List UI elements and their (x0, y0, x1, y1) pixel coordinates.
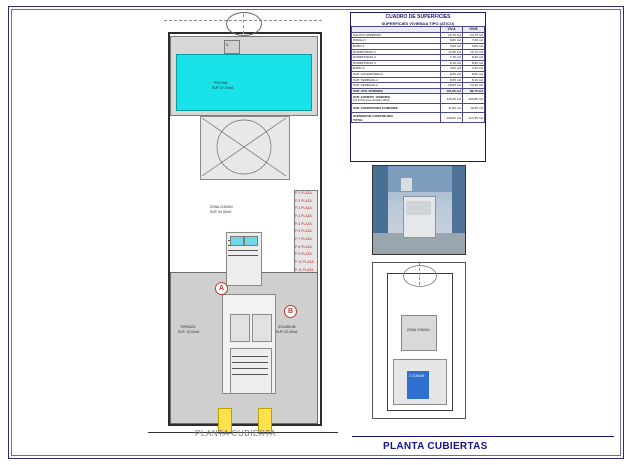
plaza-item: P-8 PLAZA (295, 244, 312, 249)
left-plan-title: PLANTA CUBIERTA (195, 429, 277, 438)
constr-total-label-2: TOTAL (353, 117, 364, 122)
plaza-item: P-3 PLAZA (295, 206, 312, 211)
total-util-label: SUP. UTIL VIVIENDA (352, 88, 441, 94)
row-a: 3,90 m2 (441, 44, 463, 50)
row-b: 8,10 m2 (463, 77, 485, 83)
row-a: 9,10 m2 (441, 60, 463, 66)
row-b: 24,70 m2 (463, 32, 485, 38)
plaza-item: P-11 PLAZA (295, 267, 314, 272)
constr-vivienda-label-1: SUP. CONSTR. VIVIENDA (353, 94, 391, 99)
row-b: 10,70 m2 (463, 49, 485, 55)
right-roof-plan (372, 262, 466, 419)
stair-tread (232, 356, 268, 357)
solarium-area-label: SUP. 22,06m2 (276, 330, 298, 334)
section-marker-b[interactable]: B (284, 305, 297, 318)
constr-total-b: 113,35 m2 (463, 113, 485, 123)
row-b: 4,40 m2 (463, 66, 485, 72)
section-marker-a[interactable]: A (215, 282, 228, 295)
bathroom (230, 314, 250, 342)
lift-shaft (244, 236, 258, 246)
stair-tread (228, 255, 258, 256)
title-separator (352, 436, 614, 437)
right-plan-core (401, 315, 437, 351)
solarium-label: SOLARIUM (278, 325, 296, 329)
table-constr-total-row (352, 113, 485, 123)
row-b: 8,00 m2 (463, 72, 485, 78)
surface-table-panel (350, 12, 486, 162)
constr-total-label (352, 113, 441, 123)
rooftop-photo (372, 165, 466, 255)
right-zona-comun-label: ZONA COMUN (407, 328, 430, 332)
th-viv-a: VIV.A (441, 27, 463, 33)
row-label: SUP. TERRAZA-2 (352, 83, 441, 89)
row-label: SUP. TERRAZA-1 (352, 77, 441, 83)
row-a: 13,35 m2 (441, 49, 463, 55)
plaza-item: P-6 PLAZA (295, 229, 312, 234)
stair-tread (232, 362, 268, 363)
photo-equipment-panel (406, 201, 431, 215)
row-a: 24,70 m2 (441, 32, 463, 38)
constr-vivienda-a: 116,25 m2 (441, 94, 463, 104)
pool (176, 54, 312, 111)
lift-shaft (230, 236, 244, 246)
total-util-b: 86,70 m2 (463, 88, 485, 94)
surface-table (351, 26, 485, 123)
row-label: SALON-COMEDOR (352, 32, 441, 38)
pool-label: PISCINA (214, 81, 228, 85)
row-b: 8,20 m2 (463, 55, 485, 61)
stair-tread (232, 374, 268, 375)
terraza-label: TERRAZA (180, 325, 196, 329)
table-constr-vivienda-row (352, 94, 485, 104)
plaza-item: P-9 PLAZA (295, 252, 312, 257)
zona-comun-label: ZONA COMUN (210, 205, 233, 209)
row-b: 8,95 m2 (463, 60, 485, 66)
total-util-a: 101,90 m2 (441, 88, 463, 94)
constr-comunes-b: 10,35 m2 (463, 104, 485, 113)
plaza-item: P-7 PLAZA (295, 237, 312, 242)
terraza-area-label: SUP. 19,04m2 (178, 330, 200, 334)
row-b: 13,40 m2 (463, 83, 485, 89)
row-label: DORMITORIO-1 (352, 49, 441, 55)
constr-vivienda-label (352, 94, 441, 104)
zona-comun-area-label: SUP. 54,50m2 (210, 210, 232, 214)
table-constr-comunes-row (352, 104, 485, 113)
plaza-stack (295, 191, 315, 272)
row-label: DORMITORIO-3 (352, 60, 441, 66)
plaza-item: P-1 PLAZA (295, 191, 312, 195)
surface-table-title-1: CUADRO DE SUPERFICIES (385, 14, 451, 20)
row-label: SUP. GALERIA/BALC. (352, 72, 441, 78)
constr-vivienda-b: 103,68 m2 (463, 94, 485, 104)
plaza-item: P-4 PLAZA (295, 214, 312, 219)
right-plan-guide (419, 263, 421, 285)
constr-total-a: 128,02 m2 (441, 113, 463, 123)
th-viv-b: VIV.B (463, 27, 485, 33)
pool-machine-label: D (226, 43, 229, 47)
row-label: PASILLO (352, 38, 441, 44)
row-label: BAÑO-1 (352, 44, 441, 50)
pool-area-label: SUP. 67,94m2 (212, 86, 234, 90)
stair-tread (228, 250, 258, 251)
row-a: 4,02 m2 (441, 66, 463, 72)
row-label: BAÑO-2 (352, 66, 441, 72)
constr-vivienda-label-2: (sin E.Comunes terrazas 100%) (353, 98, 390, 102)
row-a: 29,65 m2 (441, 83, 463, 89)
plaza-item: P-10 PLAZA (295, 260, 314, 265)
photo-upper-box (401, 178, 412, 190)
plaza-item: P-2 PLAZA (295, 198, 312, 203)
patio-cross-icon (200, 116, 288, 178)
constr-comunes-label: SUP. CONSTRUIDA COMUNES (352, 104, 441, 113)
stair-tread (232, 368, 268, 369)
row-b: 7,00 m2 (463, 38, 485, 44)
right-escalera-label: 2.COMUN (409, 374, 425, 378)
left-floor-plan (118, 14, 348, 439)
row-a: 7,15 m2 (441, 55, 463, 61)
row-a: 8,05 m2 (441, 77, 463, 83)
row-a: 8,80 m2 (441, 38, 463, 44)
row-a: 8,00 m2 (441, 72, 463, 78)
row-label: DORMITORIO-2 (352, 55, 441, 61)
sheet-title: PLANTA CUBIERTAS (383, 441, 488, 452)
plaza-item: P-5 PLAZA (295, 221, 312, 226)
row-b: 3,80 m2 (463, 44, 485, 50)
surface-table-title-2: SUPERFICIES VIVIENDA TIPO (ATICO) (381, 21, 455, 27)
guide-arc-top (226, 12, 262, 36)
stairwell-lower (230, 348, 272, 394)
bathroom (252, 314, 272, 342)
constr-comunes-a: 11,80 m2 (441, 104, 463, 113)
constr-total-label-1: SUPERFICIE CONSTRUIDA (353, 113, 394, 118)
